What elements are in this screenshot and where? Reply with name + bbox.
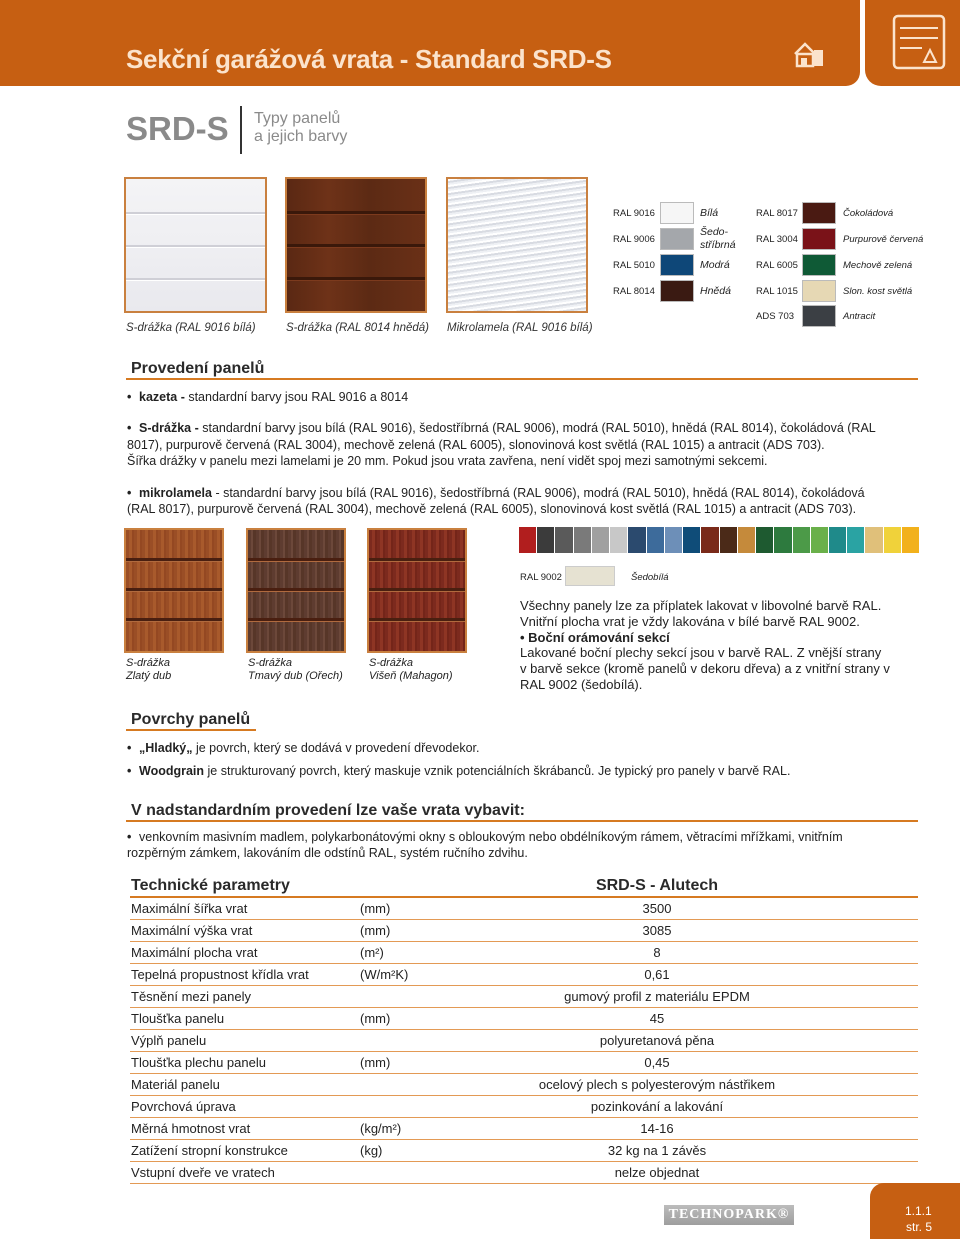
- ral-name: Šedo-: [700, 226, 729, 238]
- param-unit: (kg/m²): [360, 1121, 402, 1136]
- ral-swatch: [565, 566, 615, 586]
- sdrazka-text: standardní barvy jsou bílá (RAL 9016), šedostříbrná (RAL 9006), modrá (RAL 5010), hnědá (RAL 8014), čokoládová (RAL: [198, 421, 876, 435]
- param-value: 0,45: [644, 1055, 670, 1070]
- section-number: 1.1.1: [905, 1204, 932, 1218]
- wood-caption: S-drážka: [369, 657, 414, 669]
- ral-code: RAL 8017: [756, 208, 798, 219]
- param-unit: (W/m²K): [360, 967, 409, 982]
- param-value: ocelový plech s polyesterovým nástřikem: [538, 1077, 776, 1092]
- wood-swatch-mahogany: [367, 528, 467, 653]
- ral-swatch: [802, 280, 836, 302]
- param-unit: (mm): [360, 1055, 391, 1070]
- section-divider: [126, 820, 918, 822]
- technopark-logo: TECHNOPARK®: [664, 1205, 794, 1225]
- product-code: SRD-S: [126, 110, 229, 147]
- ral-color-strip: [519, 527, 919, 553]
- ral-name: Modrá: [700, 259, 730, 271]
- garage-door-icon: [892, 14, 946, 70]
- param-unit: (mm): [360, 1011, 391, 1026]
- nadstandard-text-2: rozpěrným zámkem, lakováním dle odstínů RAL, systém ručního zdvihu.: [127, 846, 528, 860]
- page-number: str. 5: [906, 1220, 933, 1234]
- paint-text-3: Lakované boční plechy sekcí jsou v barvě RAL. Z vnější strany: [520, 645, 882, 661]
- color-chip: [665, 527, 682, 553]
- ral-code: RAL 8014: [613, 286, 655, 297]
- param-value: 45: [649, 1011, 665, 1026]
- product-subtitle-2: a jejich barvy: [254, 128, 348, 145]
- ral-code: RAL 1015: [756, 286, 798, 297]
- wood-swatch-golden-oak: [124, 528, 224, 653]
- term-mikrolamela: mikrolamela: [139, 486, 212, 500]
- color-chip: [592, 527, 609, 553]
- table-row: [130, 1118, 918, 1140]
- param-label: Zatížení stropní konstrukce: [131, 1143, 288, 1158]
- section-divider: [126, 378, 918, 380]
- param-value: nelze objednat: [614, 1165, 700, 1180]
- color-chip: [628, 527, 645, 553]
- sdrazka-text-3: Šířka drážky v panelu mezi lamelami je 20 mm. Pokud jsou vrata zavřena, není vidět spoj mezi samotnými sekcemi.: [127, 454, 768, 468]
- panel-caption: Mikrolamela (RAL 9016 bílá): [447, 322, 593, 334]
- ral-code: RAL 9016: [613, 208, 655, 219]
- ral-code: RAL 5010: [613, 260, 655, 271]
- ral-name: Purpurově červená: [843, 234, 924, 245]
- param-value: gumový profil z materiálu EPDM: [564, 989, 750, 1004]
- panel-swatch-microlamela: [446, 177, 588, 313]
- wood-caption-2: Tmavý dub (Ořech): [248, 670, 343, 682]
- ral-swatch: [802, 228, 836, 250]
- paint-bullet: • Boční orámování sekcí: [520, 629, 670, 645]
- color-chip: [902, 527, 919, 553]
- param-unit: (m²): [360, 945, 384, 960]
- ral-code: RAL 9006: [613, 234, 655, 245]
- param-label: Tloušťka panelu: [131, 1011, 225, 1026]
- term-woodgrain: Woodgrain: [139, 764, 205, 778]
- page-title: Sekční garážová vrata - Standard SRD-S: [126, 44, 612, 74]
- table-row: [130, 1008, 918, 1030]
- table-row: [130, 1162, 918, 1184]
- color-chip: [537, 527, 554, 553]
- color-chip: [610, 527, 627, 553]
- param-label: Materiál panelu: [131, 1077, 220, 1092]
- paint-info: [520, 598, 918, 693]
- ral-name: Antracit: [843, 311, 876, 322]
- ral-swatch: [802, 305, 836, 327]
- paint-text-2: Vnitřní plocha vrat je vždy lakována v bílé barvě RAL 9002.: [520, 613, 860, 629]
- color-chip: [847, 527, 864, 553]
- section-heading-povrchy: Povrchy panelů: [131, 711, 251, 728]
- bullet-woodgrain: [139, 763, 790, 780]
- table-row: [130, 1074, 918, 1096]
- term-kazeta: kazeta -: [139, 390, 185, 404]
- param-value: polyuretanová pěna: [599, 1033, 715, 1048]
- param-value: 3085: [642, 923, 672, 938]
- param-label: Maximální výška vrat: [131, 923, 253, 938]
- section-divider: [126, 729, 256, 731]
- ral-swatch: [660, 228, 694, 250]
- title-divider: [240, 106, 242, 154]
- wood-swatch-dark-oak: [246, 528, 346, 653]
- ral-name: Hnědá: [700, 285, 731, 297]
- color-chip: [683, 527, 700, 553]
- house-icon: [792, 40, 826, 70]
- wood-caption-2: Zlatý dub: [126, 670, 172, 682]
- param-unit: (kg): [360, 1143, 383, 1158]
- product-subtitle: Typy panelů: [254, 110, 341, 127]
- table-row: [130, 986, 918, 1008]
- color-chip: [555, 527, 572, 553]
- param-value: 8: [653, 945, 661, 960]
- bullet-nadstandard: • venkovním masivním madlem, polykarbonátovými okny s obloukovým nebo obdélníkovým rámem, větracími mřížkami, vnitřním: [139, 829, 843, 846]
- section-heading-nadstandard: V nadstandardním provedení lze vaše vrata vybavit:: [131, 802, 525, 819]
- color-chip: [865, 527, 882, 553]
- ral-swatch: [660, 280, 694, 302]
- bullet-kazeta: [139, 389, 408, 406]
- hladky-text: je povrch, který se dodává v provedení dřevodekor.: [192, 741, 480, 755]
- table-column-heading: SRD-S - Alutech: [595, 877, 719, 894]
- wood-caption: S-drážka: [126, 657, 171, 669]
- ral-name: stříbrná: [700, 239, 736, 251]
- kazeta-text: standardní barvy jsou RAL 9016 a 8014: [184, 390, 409, 404]
- paint-text-4: v barvě sekce (kromě panelů v dekoru dřeva) a z vnitřní strany v: [520, 661, 890, 677]
- param-unit: (mm): [360, 923, 391, 938]
- ral-swatch: [802, 254, 836, 276]
- param-value: 0,61: [644, 967, 670, 982]
- ral-swatch: [660, 202, 694, 224]
- table-row: [130, 1030, 918, 1052]
- color-chip: [738, 527, 755, 553]
- param-label: Výplň panelu: [131, 1033, 207, 1048]
- bullet-sdrazka: [139, 420, 876, 437]
- section-heading-provedeni: Provedení panelů: [131, 360, 265, 377]
- param-label: Měrná hmotnost vrat: [131, 1121, 251, 1136]
- mikrolamela-text: - standardní barvy jsou bílá (RAL 9016), šedostříbrná (RAL 9006), modrá (RAL 5010), hnědá (RAL 8014), čokoládová: [211, 486, 865, 500]
- ral-name: Mechově zelená: [843, 260, 913, 271]
- color-chip: [829, 527, 846, 553]
- color-chip: [701, 527, 718, 553]
- color-chip: [884, 527, 901, 553]
- color-chip: [574, 527, 591, 553]
- ral-name: Čokoládová: [843, 208, 894, 219]
- panel-caption: S-drážka (RAL 9016 bílá): [126, 322, 256, 334]
- table-row: [130, 1052, 918, 1074]
- color-chip: [720, 527, 737, 553]
- param-label: Maximální šířka vrat: [131, 901, 248, 916]
- table-row: [130, 1140, 918, 1162]
- term-sdrazka: S-drážka -: [139, 421, 199, 435]
- param-label: Maximální plocha vrat: [131, 945, 258, 960]
- term-hladky: „Hladký„: [139, 741, 193, 755]
- color-chip: [756, 527, 773, 553]
- ral-swatch: [660, 254, 694, 276]
- table-heading: Technické parametry: [131, 877, 290, 894]
- param-value: pozinkování a lakování: [590, 1099, 724, 1114]
- panel-caption: S-drážka (RAL 8014 hnědá): [286, 322, 429, 334]
- color-chip: [774, 527, 791, 553]
- bullet-hladky: [139, 740, 479, 757]
- wood-caption-2: Višeň (Mahagon): [369, 670, 453, 682]
- ral-code: ADS 703: [756, 311, 795, 322]
- table-row: [130, 1096, 918, 1118]
- ral-swatch: [802, 202, 836, 224]
- param-label: Tepelná propustnost křídla vrat: [131, 967, 309, 982]
- paint-text-5: RAL 9002 (šedobílá).: [520, 676, 643, 692]
- wood-caption: S-drážka: [248, 657, 293, 669]
- ral-name: Slon. kost světlá: [843, 286, 913, 297]
- ral-name: Bílá: [700, 207, 719, 219]
- table-row: [130, 942, 918, 964]
- mikrolamela-text-2: (RAL 8017), purpurově červená (RAL 3004), mechově zelená (RAL 6005), slonovinová kost světlá (RAL 1015) a antracit (ADS 703).: [127, 502, 857, 516]
- param-label: Povrchová úprava: [131, 1099, 236, 1114]
- paint-text-1: Všechny panely lze za příplatek lakovat v libovolné barvě RAL.: [520, 598, 882, 613]
- color-chip: [811, 527, 828, 553]
- panel-swatch-brown: [285, 177, 427, 313]
- param-value: 14-16: [640, 1121, 674, 1136]
- param-value: 32 kg na 1 závěs: [607, 1143, 707, 1158]
- table-row: [130, 898, 918, 920]
- param-label: Tloušťka plechu panelu: [131, 1055, 266, 1070]
- ral-code: RAL 3004: [756, 234, 798, 245]
- panel-swatch-white: [124, 177, 267, 313]
- table-row: [130, 964, 918, 986]
- param-value: 3500: [642, 901, 672, 916]
- color-chip: [793, 527, 810, 553]
- table-row: [130, 920, 918, 942]
- term-bocni: Boční orámování sekcí: [528, 629, 670, 645]
- woodgrain-text: je strukturovaný povrch, který maskuje vznik potenciálních škrábanců. Je typický pro panely v barvě RAL.: [204, 764, 791, 778]
- sdrazka-text-2: 8017), purpurově červená (RAL 3004), mechově zelená (RAL 6005), slonovinová kost světlá (RAL 1015) a antracit (ADS 703).: [127, 438, 825, 452]
- param-label: Těsnění mezi panely: [131, 989, 251, 1004]
- ral-code: RAL 9002: [520, 572, 562, 583]
- color-chip: [647, 527, 664, 553]
- bullet-mikrolamela: [139, 485, 865, 502]
- param-label: Vstupní dveře ve vratech: [131, 1165, 275, 1180]
- ral-name: Šedobílá: [631, 572, 669, 583]
- color-chip: [519, 527, 536, 553]
- param-unit: (mm): [360, 901, 391, 916]
- ral-code: RAL 6005: [756, 260, 798, 271]
